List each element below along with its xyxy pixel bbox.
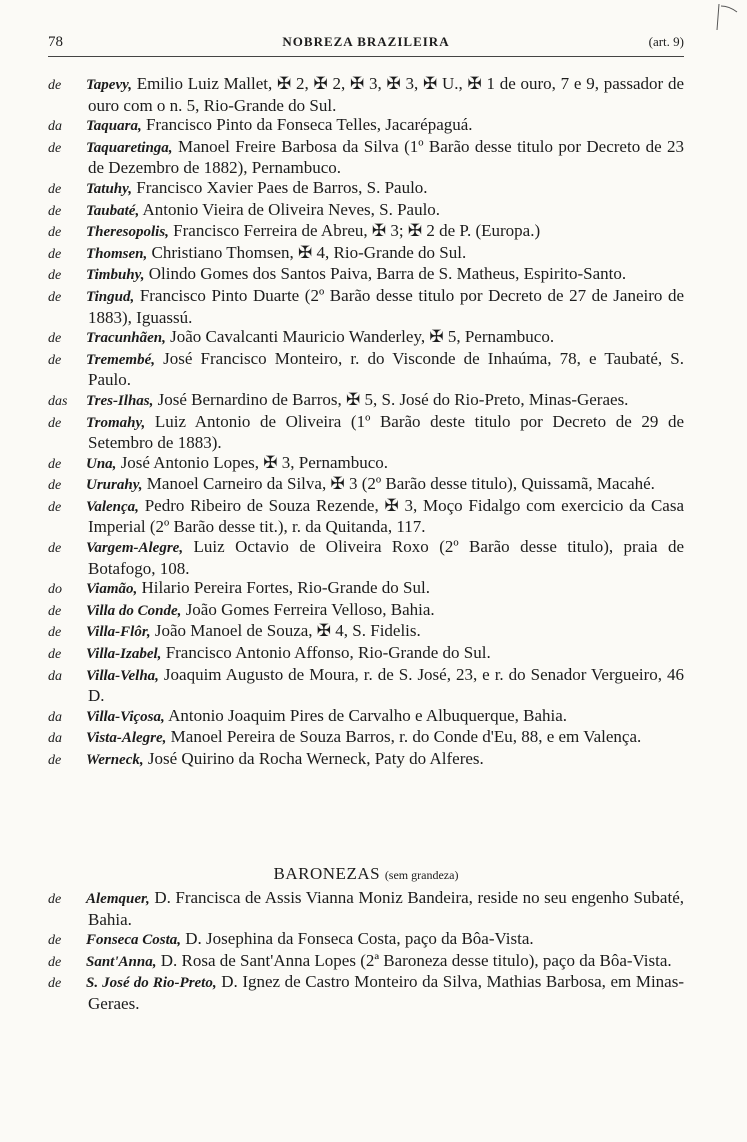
list-item	[48, 221, 684, 243]
entry-text: José Quirino da Rocha Werneck, Paty do Alferes.	[147, 749, 484, 768]
list-item	[48, 327, 684, 349]
entry-title: Villa-Viçosa,	[86, 708, 165, 725]
entry-text: Olindo Gomes dos Santos Paiva, Barra de S. Matheus, Espirito-Santo.	[148, 264, 627, 284]
list-item	[48, 74, 684, 115]
list-item	[48, 537, 684, 578]
baronezas-title: BARONEZAS	[273, 864, 381, 883]
list-item	[48, 200, 684, 222]
entry-title: S. José do Rio-Preto,	[86, 975, 217, 992]
entry-text: D. Rosa de Sant'Anna Lopes (2ª Baroneza desse titulo), paço da Bôa-Vista.	[160, 950, 672, 970]
list-item	[48, 643, 684, 665]
entry-text: D. Francisca de Assis Vianna Moniz Bandeira, reside no seu engenho Subaté, Bahia.	[88, 888, 684, 929]
entry-preposition: de	[48, 625, 62, 641]
entry-preposition: de	[48, 289, 62, 305]
entry-text: Manoel Pereira de Souza Barros, r. do Conde d'Eu, 88, e em Valença.	[170, 727, 642, 747]
entry-preposition: de	[48, 753, 62, 768]
running-header	[48, 34, 684, 54]
baronezas-subtitle: (sem grandeza)	[384, 868, 459, 882]
list-item	[48, 349, 684, 390]
entry-preposition: de	[48, 933, 62, 949]
entry-preposition: de	[48, 499, 62, 515]
section-ref: (art. 9)	[648, 34, 684, 49]
entry-preposition: das	[48, 393, 68, 409]
list-item	[48, 115, 684, 137]
entry-title: Taquara,	[86, 118, 142, 135]
entry-title: Vista-Alegre,	[86, 730, 167, 747]
entry-text: Francisco Pinto Duarte (2º Barão desse titulo por Decreto de 27 de Janeiro de 1883), Iguassú.	[88, 285, 685, 327]
entry-text: João Gomes Ferreira Velloso, Bahia.	[185, 599, 435, 619]
entry-title: Tremembé,	[86, 351, 156, 368]
entry-text: Luiz Antonio de Oliveira (1º Barão deste titulo por Decreto de 29 de Setembro de 1883).	[88, 411, 685, 453]
entry-title: Theresopolis,	[86, 224, 169, 241]
list-item	[48, 474, 684, 496]
entry-text: Antonio Vieira de Oliveira Neves, S. Paulo.	[142, 199, 441, 219]
entry-text: Emilio Luiz Mallet, ✠ 2, ✠ 2, ✠ 3, ✠ 3, ✠ U., ✠ 1 de ouro, 7 e 9, passador de ouro com o n. 5, Rio-Grande do Sul.	[88, 74, 685, 115]
entry-title: Villa-Izabel,	[86, 646, 162, 663]
entry-preposition: do	[48, 582, 62, 598]
list-item	[48, 453, 684, 475]
entry-title: Viamão,	[86, 581, 138, 598]
entry-title: Tracunhãen,	[86, 330, 166, 347]
entry-preposition: de	[48, 478, 62, 494]
entry-text: José Bernardino de Barros, ✠ 5, S. José do Rio-Preto, Minas-Geraes.	[157, 389, 629, 409]
entry-preposition: de	[48, 246, 62, 262]
list-item	[48, 621, 684, 643]
entry-title: Sant'Anna,	[86, 953, 157, 970]
list-item	[48, 951, 684, 973]
list-item	[48, 286, 684, 327]
list-item	[48, 888, 684, 929]
list-item	[48, 243, 684, 265]
list-item	[48, 412, 684, 453]
entry-text: Francisco Xavier Paes de Barros, S. Paulo.	[136, 177, 428, 197]
entry-preposition: da	[48, 709, 62, 725]
list-item	[48, 665, 684, 706]
list-item	[48, 137, 684, 178]
entry-text: D. Ignez de Castro Monteiro da Silva, Mathias Barbosa, em Minas-Geraes.	[88, 972, 684, 1013]
entry-preposition: de	[48, 954, 62, 970]
list-item	[48, 264, 684, 286]
entry-preposition: de	[48, 415, 62, 431]
page-number: 78	[48, 34, 63, 50]
entry-text: Manoel Carneiro da Silva, ✠ 3 (2º Barão desse titulo), Quissamã, Macahé.	[146, 474, 655, 494]
list-item	[48, 178, 684, 200]
entry-text: D. Josephina da Fonseca Costa, paço da Bôa-Vista.	[185, 929, 534, 949]
entry-text: Francisco Antonio Affonso, Rio-Grande do Sul.	[165, 643, 491, 663]
entry-title: Villa-Flôr,	[86, 624, 151, 641]
entry-preposition: de	[48, 225, 62, 241]
entry-text: Luiz Octavio de Oliveira Roxo (2º Barão desse titulo), praia de Botafogo, 108.	[88, 537, 685, 578]
list-item	[48, 972, 684, 1013]
entry-text: Joaquim Augusto de Moura, r. de S. José, 23, e r. do Senador Vergueiro, 46 D.	[88, 664, 684, 706]
entry-title: Thomsen,	[86, 245, 148, 262]
entry-title: Valença,	[86, 498, 139, 515]
list-item	[48, 749, 684, 771]
entry-preposition: de	[48, 140, 62, 156]
list-item	[48, 727, 684, 749]
entry-title: Tingud,	[86, 288, 135, 305]
list-item	[48, 390, 684, 412]
list-item	[48, 600, 684, 622]
page-corner-mark	[711, 2, 741, 32]
entry-preposition: de	[48, 541, 62, 557]
entry-title: Vargem-Alegre,	[86, 540, 184, 557]
entry-text: Antonio Joaquim Pires de Carvalho e Albuquerque, Bahia.	[168, 705, 568, 725]
entry-preposition: de	[48, 181, 62, 197]
entry-title: Ururahy,	[86, 477, 143, 494]
entry-title: Tatuhy,	[86, 180, 132, 197]
entry-text: Hilario Pereira Fortes, Rio-Grande do Sul.	[141, 578, 430, 598]
entry-title: Villa-Velha,	[86, 667, 159, 684]
entry-preposition: de	[48, 203, 62, 219]
entry-text: João Manoel de Souza, ✠ 4, S. Fidelis.	[154, 621, 421, 641]
entry-preposition: da	[48, 731, 62, 747]
entry-text: José Antonio Lopes, ✠ 3, Pernambuco.	[120, 452, 389, 472]
entry-preposition: de	[48, 456, 62, 472]
entry-title: Una,	[86, 455, 117, 472]
entry-text: Francisco Ferreira de Abreu, ✠ 3; ✠ 2 de P. (Europa.)	[173, 221, 541, 241]
entry-preposition: de	[48, 892, 62, 907]
list-item	[48, 496, 684, 537]
entry-title: Fonseca Costa,	[86, 932, 182, 949]
entry-text: Francisco Pinto da Fonseca Telles, Jacarépaguá.	[145, 115, 473, 135]
baronezas-heading	[48, 864, 684, 884]
entry-title: Alemquer,	[86, 891, 150, 907]
entry-title: Tromahy,	[86, 414, 146, 431]
entry-preposition: da	[48, 119, 62, 135]
entry-title: Tres-Ilhas,	[86, 392, 154, 409]
entry-preposition: de	[48, 331, 62, 347]
header-rule	[48, 56, 684, 57]
entry-text: Manoel Freire Barbosa da Silva (1º Barão desse titulo por Decreto de 23 de Dezembro de 1882), Pernambuco.	[88, 136, 685, 178]
list-item	[48, 706, 684, 728]
entry-text: Pedro Ribeiro de Souza Rezende, ✠ 3, Moço Fidalgo com exercicio da Casa Imperial (2º Barão desse tit.), r. da Quitanda, 117.	[88, 495, 685, 537]
entry-preposition: de	[48, 647, 62, 663]
entry-title: Timbuhy,	[86, 267, 145, 284]
baroness-list	[48, 888, 684, 1014]
entry-preposition: de	[48, 78, 62, 93]
entry-title: Tapevy,	[86, 77, 132, 93]
page-title: NOBREZA BRAZILEIRA	[282, 34, 450, 49]
entry-title: Taquaretinga,	[86, 139, 173, 156]
entry-preposition: de	[48, 268, 62, 284]
baron-list	[48, 74, 684, 771]
entry-title: Taubaté,	[86, 202, 140, 219]
entry-preposition: da	[48, 668, 62, 684]
list-item	[48, 929, 684, 951]
entry-title: Villa do Conde,	[86, 602, 182, 619]
list-item	[48, 578, 684, 600]
entry-text: João Cavalcanti Mauricio Wanderley, ✠ 5, Pernambuco.	[170, 327, 555, 347]
entry-title: Werneck,	[86, 752, 144, 768]
entry-preposition: de	[48, 603, 62, 619]
entry-preposition: de	[48, 976, 62, 992]
entry-preposition: de	[48, 352, 62, 368]
entry-text: Christiano Thomsen, ✠ 4, Rio-Grande do Sul.	[151, 242, 467, 262]
entry-text: José Francisco Monteiro, r. do Visconde de Inhaúma, 78, e Taubaté, S. Paulo.	[88, 348, 684, 390]
